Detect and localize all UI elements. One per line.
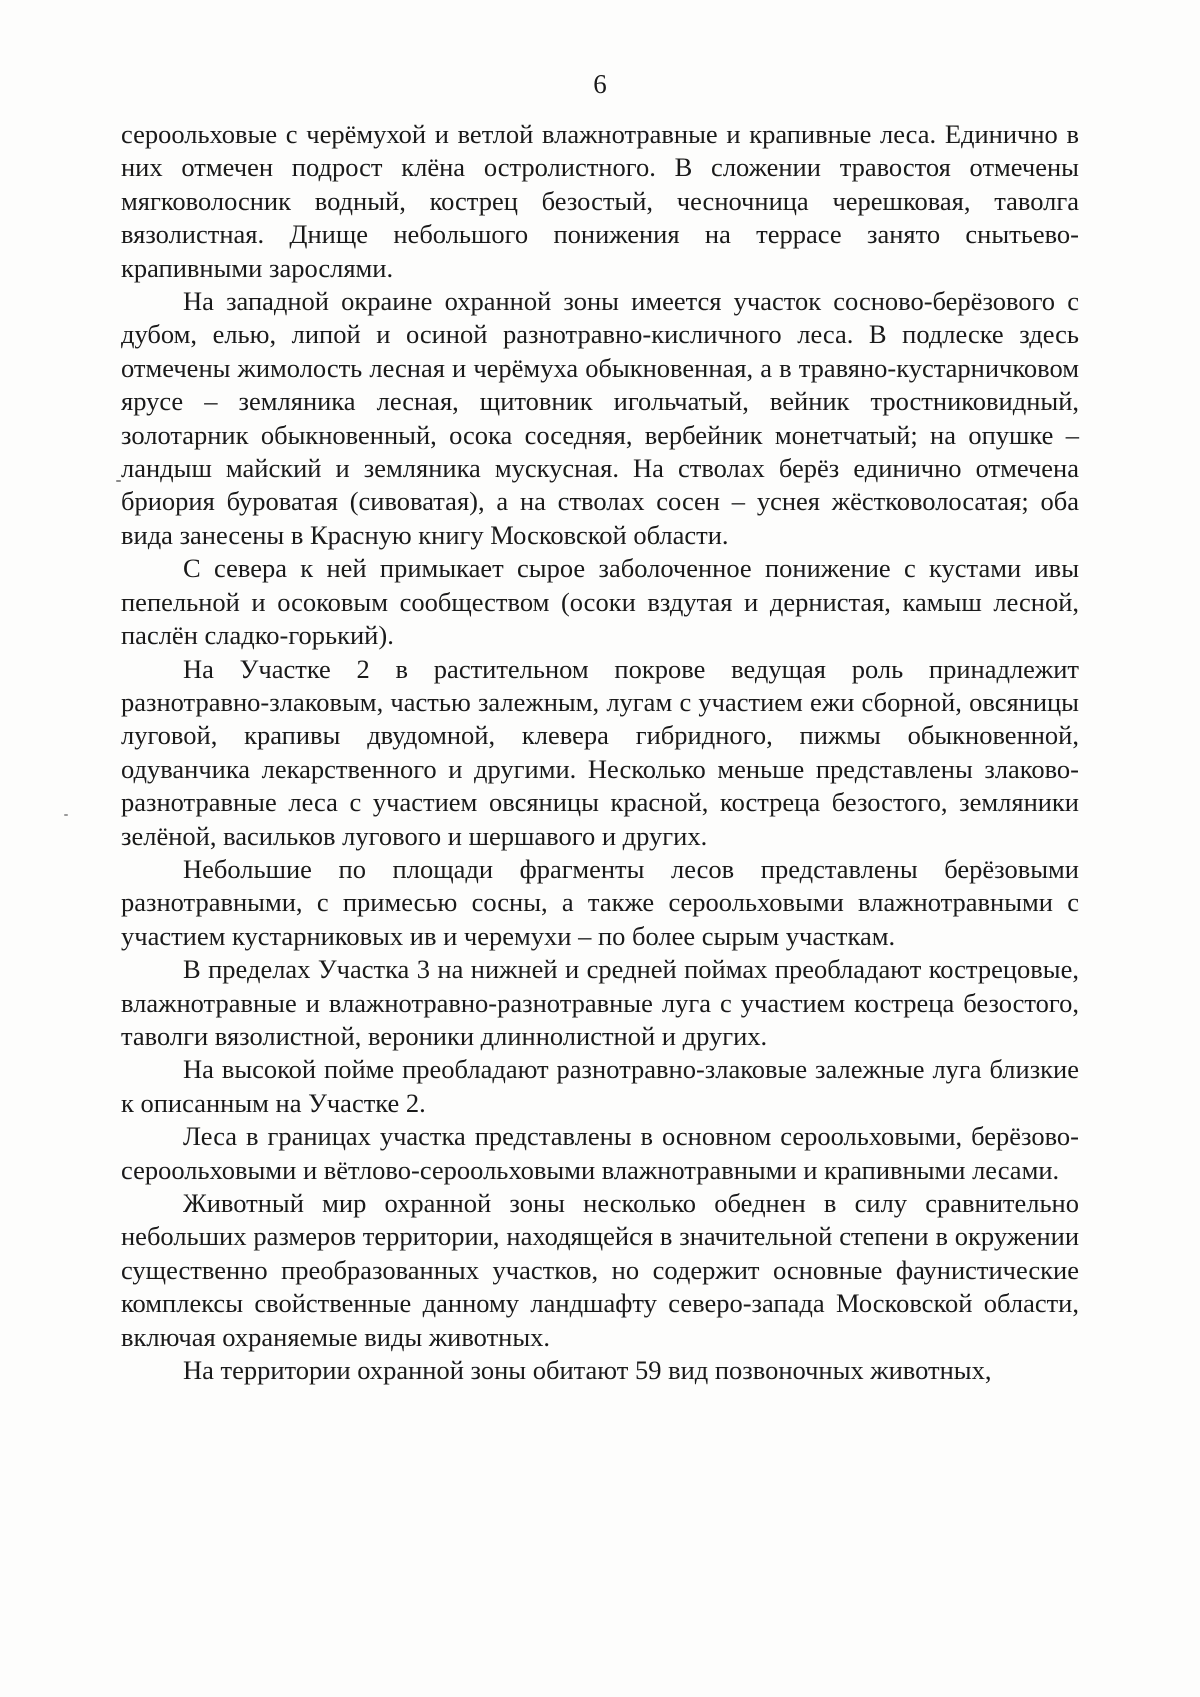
page-number: 6 bbox=[593, 69, 607, 99]
scan-mark bbox=[64, 814, 68, 816]
paragraph: сероольховые с черёмухой и ветлой влажнотравные и крапивные леса. Единично в них отмечен подрост клёна остролистного. В сложении травостоя отмечены мягковолосник водный, кострец безостый, чесночница черешковая, таволга вязолистная. Днище небольшого понижения на террасе занято снытьево-крапивными зарослями. bbox=[121, 119, 1079, 283]
document-body bbox=[121, 118, 1079, 1387]
paragraph: В пределах Участка 3 на нижней и средней поймах преобладают кострецовые, влажнотравные и влажнотравно-разнотравные луга с участием костреца безостого, таволги вязолистной, вероники длиннолистной и других. bbox=[121, 954, 1079, 1051]
paragraph: На территории охранной зоны обитают 59 вид позвоночных животных, bbox=[183, 1355, 992, 1386]
paragraph: Животный мир охранной зоны несколько обеднен в силу сравнительно небольших размеров территории, находящейся в значительной степени в окружении существенно преобразованных участков, но содержит основные фаунистические комплексы свойственные данному ландшафту северо-запада Московской области, включая охраняемые виды животных. bbox=[121, 1188, 1079, 1352]
paragraph: Небольшие по площади фрагменты лесов представлены берёзовыми разнотравными, с примесью сосны, а также сероольховыми влажнотравными с участием кустарниковых ив и черемухи – по более сырым участкам. bbox=[121, 853, 1079, 951]
paragraph: На западной окраине охранной зоны имеется участок сосново-берёзового с дубом, елью, липой и осиной разнотравно-кисличного леса. В подлеске здесь отмечены жимолость лесная и черёмуха обыкновенная, а в травяно-кустарничковом ярусе – земляника лесная, щитовник игольчатый, вейник тростниковидный, золотарник обыкновенный, осока соседняя, вербейник монетчатый; на опушке – ландыш майский и земляника мускусная. На стволах берёз единично отмечена бриория буроватая (сивоватая), а на стволах сосен – уснея жёстковолосатая; оба вида занесены в Красную книгу Московской области. bbox=[121, 286, 1079, 550]
paragraph: На высокой пойме преобладают разнотравно-злаковые залежные луга близкие к описанным на Участке 2. bbox=[121, 1054, 1079, 1118]
paragraph: С севера к ней примыкает сырое заболоченное понижение с кустами ивы пепельной и осоковым сообществом (осоки вздутая и дернистая, камыш лесной, паслён сладко-горький). bbox=[121, 553, 1079, 651]
paragraph: На Участке 2 в растительном покрове ведущая роль принадлежит разнотравно-злаковым, частью залежным, лугам с участием ежи сборной, овсяницы луговой, крапивы двудомной, клевера гибридного, пижмы обыкновенной, одуванчика лекарственного и другими. Несколько меньше представлены злаково-разнотравные леса с участием овсяницы красной, костреца безостого, земляники зелёной, васильков лугового и шершавого и других. bbox=[121, 653, 1079, 851]
paragraph: Леса в границах участка представлены в основном сероольховыми, берёзово-сероольховыми и вётлово-сероольховыми влажнотравными и крапивными лесами. bbox=[121, 1121, 1079, 1185]
